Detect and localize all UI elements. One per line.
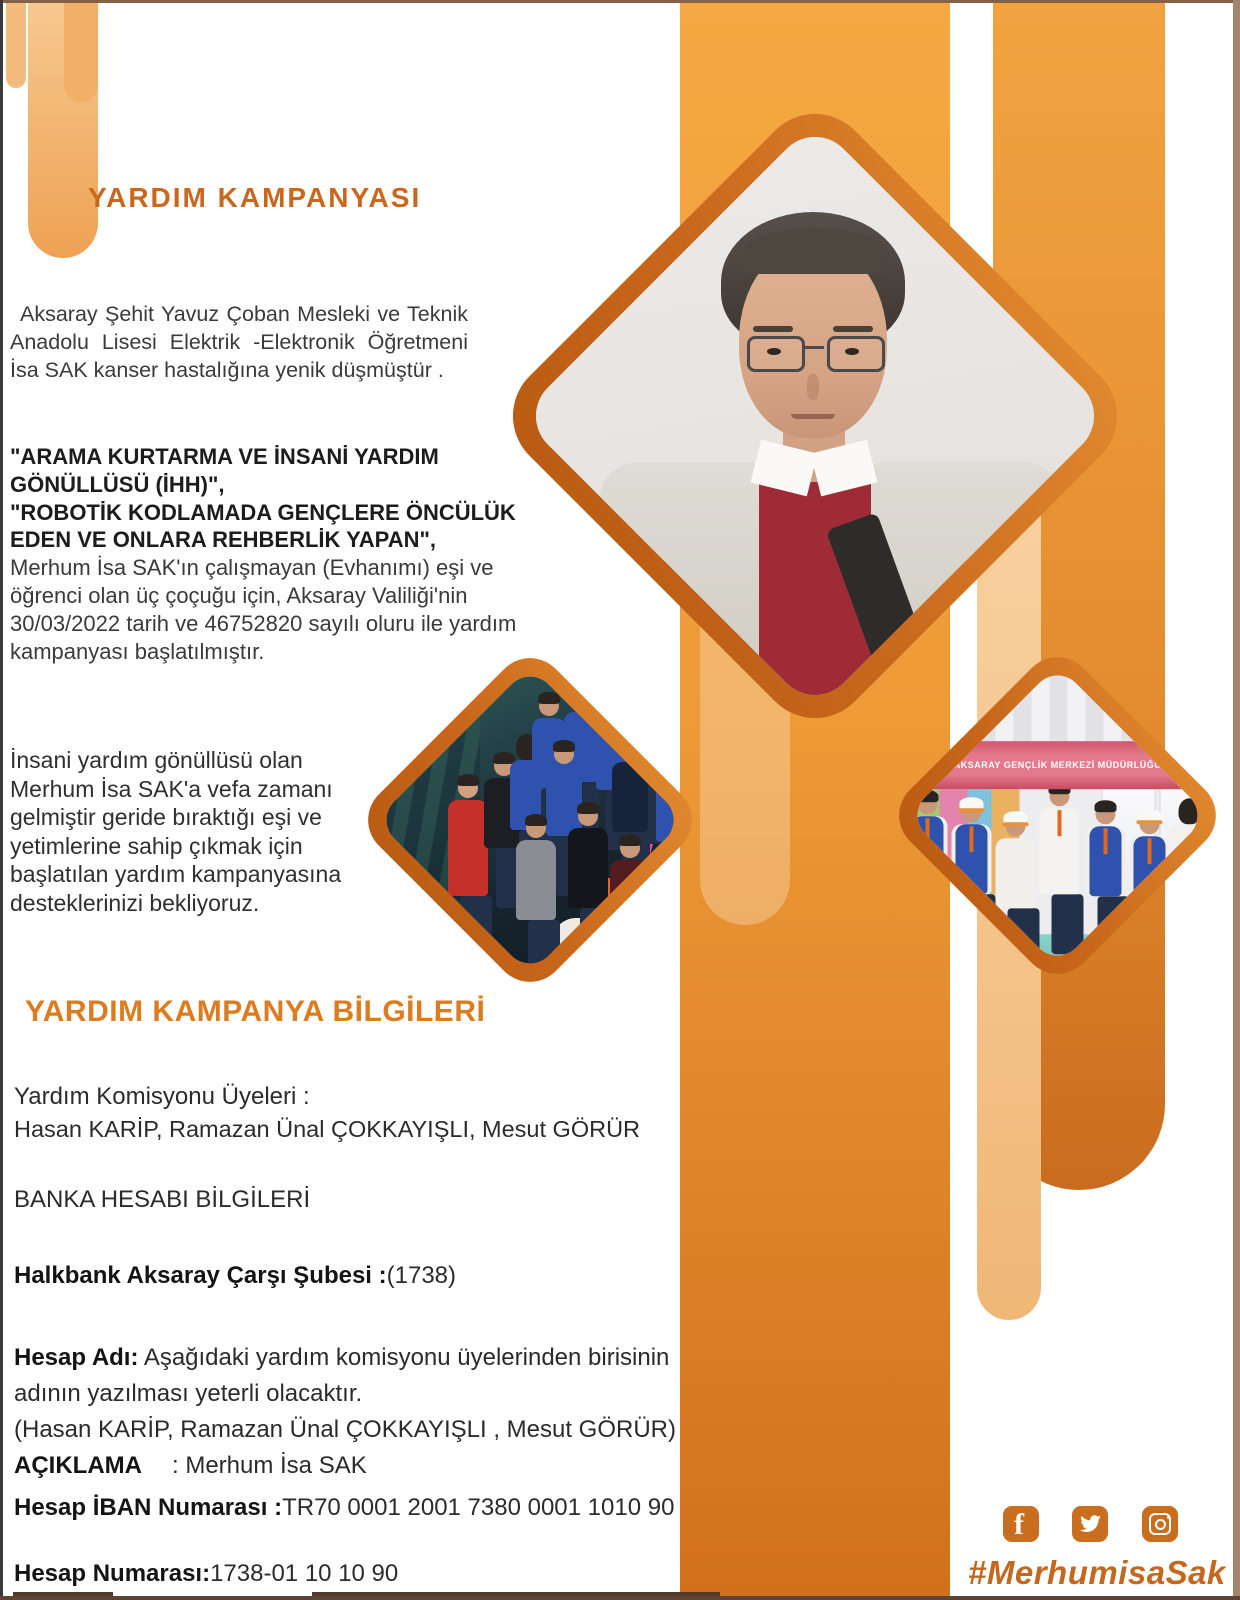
intro-p2-bold-1: "ARAMA KURTARMA VE İNSANİ YARDIM GÖNÜLLÜSÜ (İHH)", [10,444,439,497]
account-number-value: 1738-01 10 10 90 [210,1560,399,1587]
campaign-hashtag: #MerhumisaSak [968,1554,1226,1591]
poster-frame-left [0,0,3,1600]
portrait-nose [807,374,819,400]
portrait-hairline [743,228,883,274]
intro-p2-rest: Merhum İsa SAK'ın çalışmayan (Evhanımı) eşi ve öğrenci olan üç çoçuğu için, Aksaray Valiliği'nin 30/03/2022 tarih ve 46752820 sayılı oluru ile yardım kampanyası başlatılmıştır. [10,555,517,664]
portrait-mouth [791,414,835,419]
portrait-eye [845,348,859,355]
committee-names: Hasan KARİP, Ramazan Ünal ÇOKKAYIŞLI, Mesut GÖRÜR [14,1116,641,1142]
iban-value: TR70 0001 2001 7380 0001 1010 90 [282,1494,675,1521]
account-name-text: Aşağıdaki yardım komisyonu üyelerinden birisinin adının yazılması yeterli olacaktır. [14,1344,670,1407]
poster-frame-top [0,0,1240,3]
bank-info-heading: BANKA HESABI BİLGİLERİ [14,1186,311,1213]
account-name-block [14,1340,714,1448]
glasses-bridge [802,346,824,349]
photo-banner: AKSARAY GENÇLİK MERKEZİ MÜDÜRLÜĞÜ [907,741,1208,789]
account-name-names: (Hasan KARİP, Ramazan Ünal ÇOKKAYIŞLI , Mesut GÖRÜR) [14,1416,677,1443]
account-number-line [14,1560,398,1588]
intro-paragraph-2 [10,443,517,665]
instagram-icon [1142,1506,1178,1542]
account-name-label: Hesap Adı: [14,1344,139,1371]
portrait-eyebrow [833,326,873,332]
description-line [14,1452,367,1480]
iban-label: Hesap İBAN Numarası : [14,1494,283,1521]
campaign-info-heading: YARDIM KAMPANYA BİLGİLERİ [25,995,486,1028]
description-value: : Merhum İsa SAK [171,1452,367,1479]
intro-p2-bold-2: "ROBOTİK KODLAMADA GENÇLERE ÖNCÜLÜK EDEN VE ONLARA REHBERLİK YAPAN", [10,499,516,553]
portrait-eyebrow [753,326,793,332]
topleft-pill-small [64,0,98,102]
group-photo-left-diamond [353,643,707,997]
group-photo-left [376,666,684,974]
photo-table [552,918,684,974]
poster-frame-right [1233,0,1240,1600]
portrait-eye [767,348,781,355]
iban-line [14,1494,674,1522]
poster-frame-bottom [0,1596,1240,1600]
bank-branch-line [14,1262,456,1290]
account-number-label: Hesap Numarası: [14,1560,211,1587]
bank-branch-label: Halkbank Aksaray Çarşı Şubesi : [14,1262,387,1289]
facebook-icon: f [1003,1506,1039,1542]
intro-paragraph-3: İnsani yardım gönüllüsü olan Merhum İsa SAK'a vefa zamanı gelmiştir geride bıraktığı eşi ve yetimlerine sahip çıkmak için başlatılan yardım kampanyasına desteklerinizi bekliyoruz. [10,747,342,916]
intro-paragraph-1: Aksaray Şehit Yavuz Çoban Mesleki ve Teknik Anadolu Lisesi Elektrik -Elektronik Öğretmeni İsa SAK kanser hastalığına yenik düşmüştür . [10,302,468,382]
committee-label: Yardım Komisyonu Üyeleri : [14,1083,310,1110]
topleft-strip [6,0,26,88]
bank-branch-value: (1738) [386,1262,456,1289]
page-title: YARDIM KAMPANYASI [88,182,422,213]
twitter-icon [1072,1506,1108,1542]
description-label: AÇIKLAMA [14,1452,142,1479]
